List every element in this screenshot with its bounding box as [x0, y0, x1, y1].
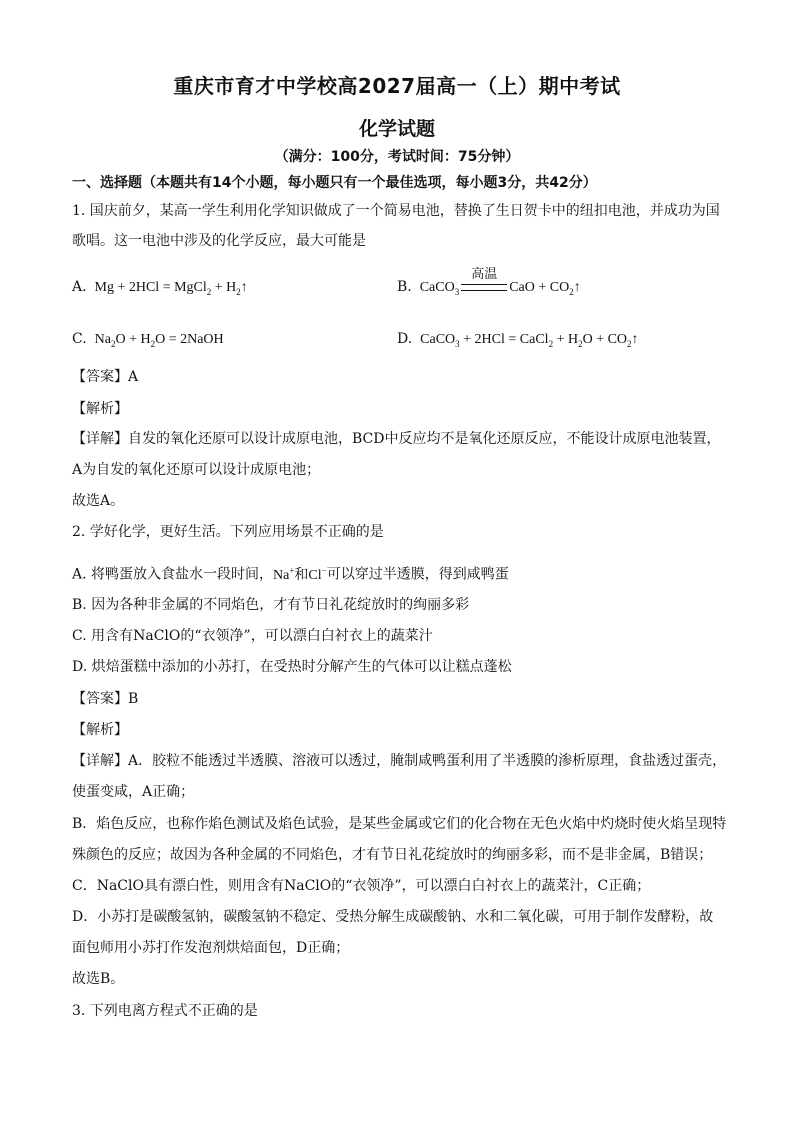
q2-answer-value: B: [128, 691, 139, 707]
q1-detail-tag: 【详解】: [72, 431, 128, 447]
section-heading: 一、选择题（本题共有14个小题，每小题只有一个最佳选项，每小题3分，共42分）: [72, 175, 597, 191]
q2-option-c: C. 用含有NaClO的“衣领净”，可以漂白白衬衣上的蔬菜汁: [72, 628, 433, 644]
q1-stem-line1: 1. 国庆前夕，某高一学生利用化学知识做成了一个简易电池，替换了生日贺卡中的纽扣电池，并成功为国: [72, 203, 720, 219]
q1-analysis-tag: 【解析】: [72, 401, 128, 417]
q2-option-a: A. 将鸭蛋放入食盐水一段时间，Na+和Cl−可以穿过半透膜，得到咸鸭蛋: [72, 565, 509, 583]
q2-detail-a1: 【详解】A．胶粒不能透过半透膜、溶液可以透过，腌制咸鸭蛋利用了半透膜的渗析原理，食盐透过蛋壳，: [72, 753, 727, 769]
q1-answer-value: A: [128, 369, 139, 385]
q1-option-c-equation: $Na_2O + H_2O$ = 2NaOH: [91, 332, 224, 349]
q1-option-b-condition: 高温: [459, 279, 509, 297]
q2-option-a-ions: Na+和Cl−: [273, 565, 327, 583]
q2-option-d: D. 烘焙蛋糕中添加的小苏打，在受热时分解产生的气体可以让糕点蓬松: [72, 659, 512, 675]
q1-detail-line1: 【详解】自发的氧化还原可以设计成原电池，BCD中反应均不是氧化还原反应，不能设计成原电池装置，: [72, 431, 721, 447]
q2-stem: 2. 学好化学，更好生活。下列应用场景不正确的是: [72, 524, 384, 540]
q2-option-b: B. 因为各种非金属的不同焰色，才有节日礼花绽放时的绚丽多彩: [72, 597, 470, 613]
q2-detail-c: C．NaClO具有漂白性，则用含有NaClO的“衣领净”，可以漂白白衬衣上的蔬菜汁，C正确；: [72, 878, 651, 894]
q1-option-d-equation: CaCO$_3$ + 2HCl = CaCl$_2$ + $H_2O$ + $CO_2↑$: [416, 332, 639, 349]
q2-detail-tag: 【详解】: [72, 753, 128, 769]
q2-detail-d2: 面包师用小苏打作发泡剂烘焙面包，D正确；: [72, 940, 350, 956]
q2-answer: [72, 690, 138, 708]
exam-info: （满分：100分，考试时间：75分钟）: [274, 149, 520, 165]
q1-option-b-label: B.: [397, 279, 412, 295]
q1-option-b: [397, 267, 581, 301]
exam-title: 重庆市育才中学校高2027届高一（上）期中考试: [173, 74, 621, 98]
q1-option-a-label: A.: [72, 279, 87, 295]
q1-option-a: [72, 278, 248, 301]
exam-subject: 化学试题: [358, 118, 435, 140]
q1-answer-tag: 【答案】: [72, 369, 128, 385]
q1-option-a-equation: Mg + 2HCl = MgCl$_2$ + $H_2↑$: [91, 280, 248, 297]
q3-stem: 3. 下列电离方程式不正确的是: [72, 1003, 258, 1019]
q1-option-d: [397, 330, 639, 353]
q2-detail-b1: B．焰色反应，也称作焰色测试及焰色试验，是某些金属或它们的化合物在无色火焰中灼烧时使火焰呈现特: [72, 816, 727, 832]
q1-option-c-label: C.: [72, 331, 87, 347]
q2-conclusion: 故选B。: [72, 971, 125, 987]
q1-detail-line2: A为自发的氧化还原可以设计成原电池；: [72, 462, 321, 478]
q2-detail-d1: D．小苏打是碳酸氢钠，碳酸氢钠不稳定、受热分解生成碳酸钠、水和二氧化碳，可用于制作发酵粉，故: [72, 909, 714, 925]
q1-option-b-equation: CaCO$_3$ 高温 CaO + $CO_2↑$: [416, 267, 581, 297]
q2-answer-tag: 【答案】: [72, 691, 128, 707]
q2-detail-a2: 使蛋变咸，A正确；: [72, 784, 195, 800]
q1-option-c: [72, 330, 224, 353]
q1-stem-line2: 歌唱。这一电池中涉及的化学反应，最大可能是: [72, 233, 366, 249]
q2-detail-b2: 殊颜色的反应；故因为各种金属的不同焰色，才有节日礼花绽放时的绚丽多彩，而不是非金属，B错误；: [72, 847, 713, 863]
q1-answer: [72, 368, 138, 386]
q1-option-d-label: D.: [397, 331, 413, 347]
q1-conclusion: 故选A。: [72, 493, 125, 509]
q2-analysis-tag: 【解析】: [72, 722, 128, 738]
